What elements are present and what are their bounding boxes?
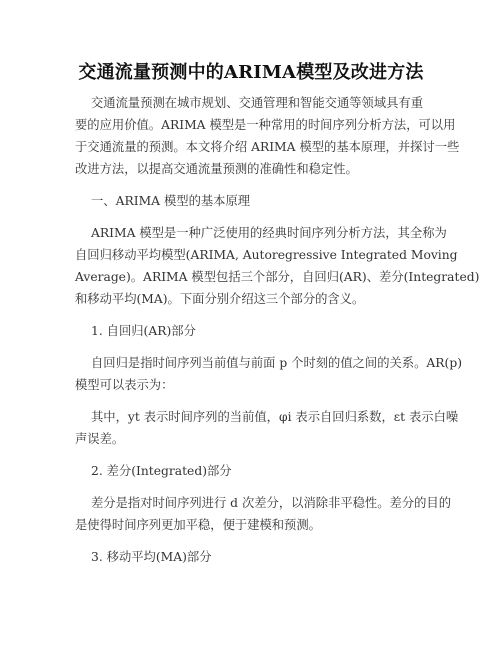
diff-line-1: 差分是指对时间序列进行 d 次差分，以消除非平稳性。差分的目的 [91,496,452,510]
page-title: 交通流量预测中的ARIMA模型及改进方法 [78,62,424,83]
diff-line-2: 是使得时间序列更加平稳，便于建模和预测。 [75,518,321,532]
ar-line-4: 声误差。 [75,432,125,446]
section1-line-2: 自回归移动平均模型(ARIMA, Autoregressive Integrated Moving [75,248,458,262]
ar-line-1: 自回归是指时间序列当前值与前面 p 个时刻的值之间的关系。AR(p) [91,356,463,370]
intro-line-4: 改进方法，以提高交通流量预测的准确性和稳定性。 [75,162,358,176]
subheading-ar: 1. 自回归(AR)部分 [91,324,196,338]
intro-line-2: 要的应用价值。ARIMA 模型是一种常用的时间序列分析方法，可以用 [75,118,456,132]
section1-line-4: 和移动平均(MA)。下面分别介绍这三个部分的含义。 [75,292,365,306]
subheading-integrated: 2. 差分(Integrated)部分 [91,464,232,478]
intro-line-1: 交通流量预测在城市规划、交通管理和智能交通等领域具有重 [91,96,424,110]
ar-line-2: 模型可以表示为： [75,378,174,392]
ar-line-3: 其中，yt 表示时间序列的当前值，φi 表示自回归系数，εt 表示白噪 [91,410,459,424]
section-heading-1: 一、ARIMA 模型的基本原理 [91,194,251,208]
section1-line-1: ARIMA 模型是一种广泛使用的经典时间序列分析方法，其全称为 [91,226,447,240]
subheading-ma: 3. 移动平均(MA)部分 [91,550,212,564]
section1-line-3: Average)。ARIMA 模型包括三个部分，自回归(AR)、差分(Integrated) [75,270,480,284]
intro-line-3: 于交通流量的预测。本文将介绍 ARIMA 模型的基本原理，并探讨一些 [75,140,460,154]
